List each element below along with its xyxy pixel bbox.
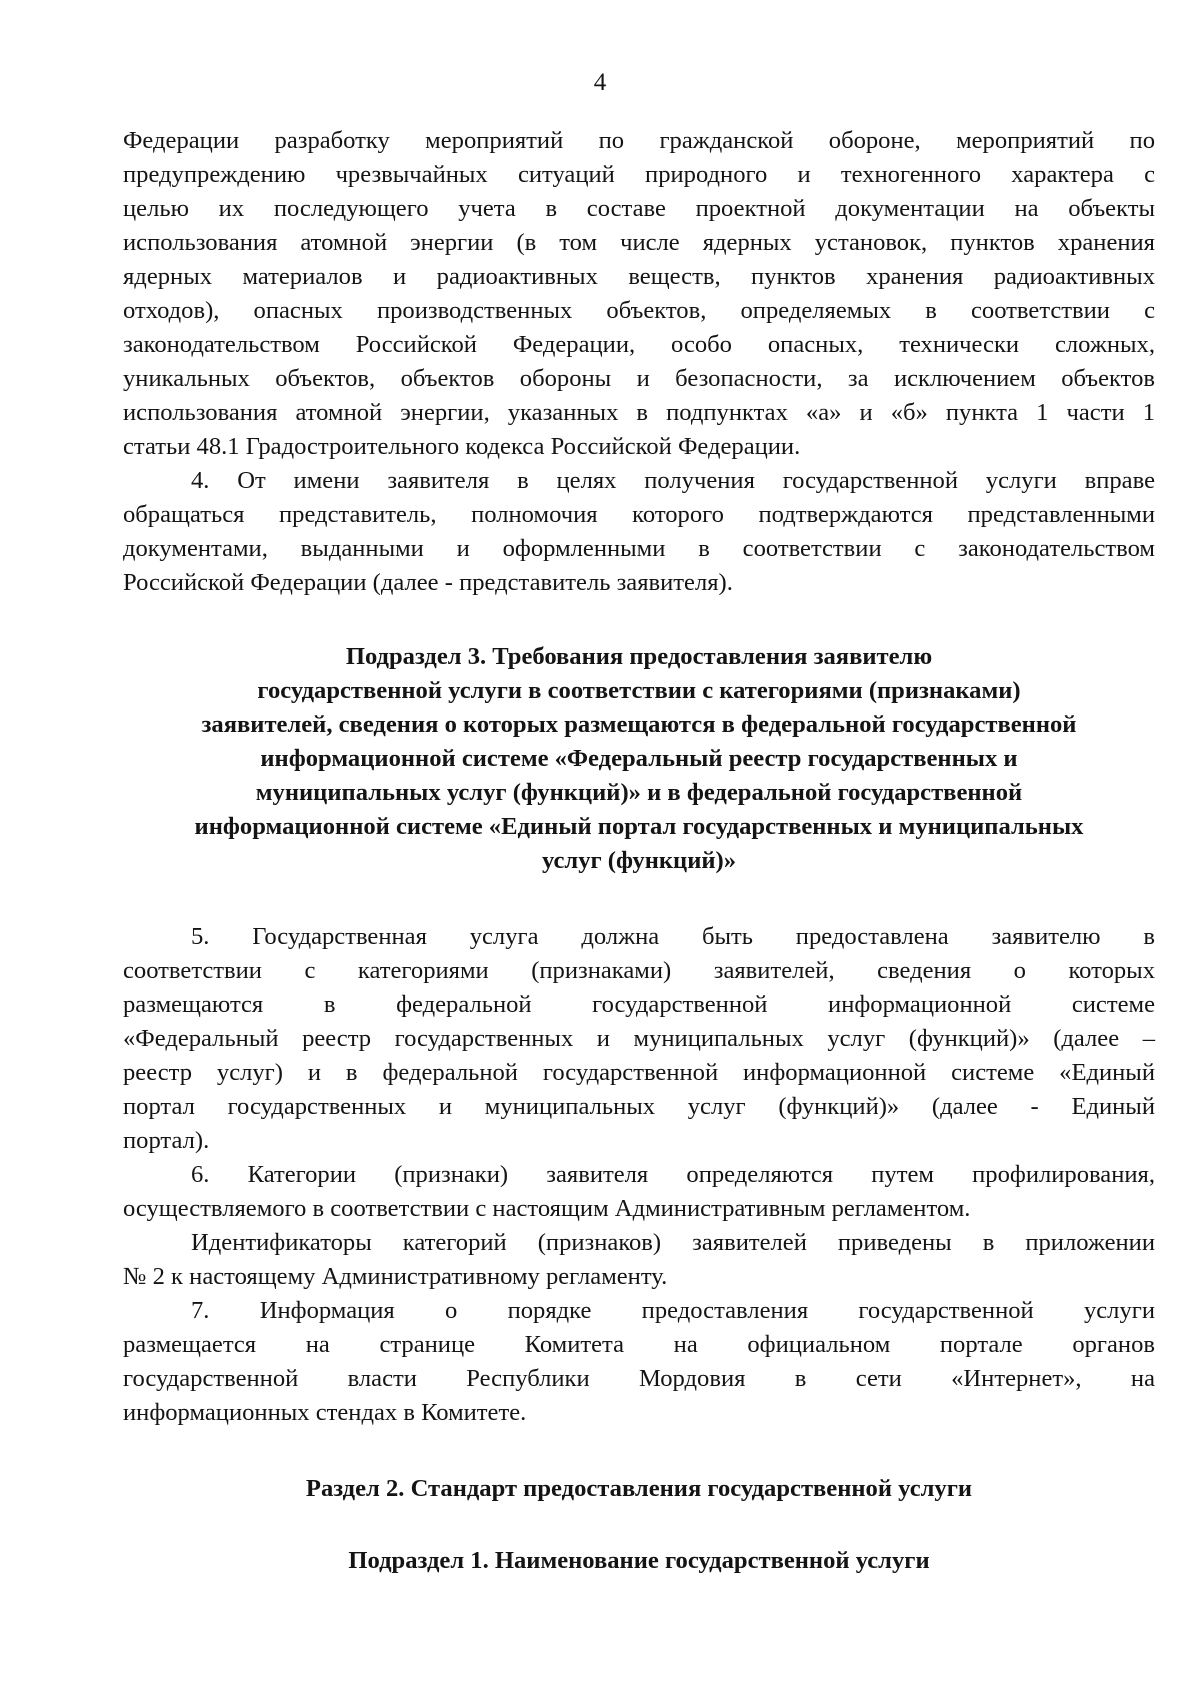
paragraph-6 [123,1158,1155,1226]
paragraph-7 [123,1294,1155,1430]
paragraph-6-identifiers [123,1226,1155,1294]
heading-line: информационной системе «Единый портал государственных и муниципальных [194,813,1084,840]
text-line: 5. Государственная услуга должна быть предоставлена заявителю в [191,923,1155,950]
heading-line: заявителей, сведения о которых размещаются в федеральной государственной [201,711,1077,738]
text-line: государственной власти Республики Мордовия в сети «Интернет», на [123,1365,1155,1392]
text-line: № 2 к настоящему Административному регламенту. [123,1263,668,1290]
subsection-3-heading [123,640,1155,878]
text-line: размещается на странице Комитета на официальном портале органов [123,1331,1155,1358]
heading-line: информационной системе «Федеральный реестр государственных и [260,745,1018,772]
text-line: осуществляемого в соответствии с настоящим Административным регламентом. [123,1195,971,1222]
text-line: законодательством Российской Федерации, особо опасных, технически сложных, [123,331,1155,358]
text-line: Идентификаторы категорий (признаков) заявителей приведены в приложении [191,1229,1155,1256]
text-line: статьи 48.1 Градостроительного кодекса Российской Федерации. [123,433,801,460]
text-line: целью их последующего учета в составе проектной документации на объекты [123,195,1155,222]
text-line: документами, выданными и оформленными в соответствии с законодательством [123,535,1155,562]
text-line: Российской Федерации (далее - представитель заявителя). [123,569,733,596]
heading-line: муниципальных услуг (функций)» и в федеральной государственной [255,779,1023,806]
heading-line: услуг (функций)» [541,847,737,874]
text-line: 6. Категории (признаки) заявителя определяются путем профилирования, [191,1161,1155,1188]
text-line: использования атомной энергии (в том числе ядерных установок, пунктов хранения [123,229,1155,256]
text-line: ядерных материалов и радиоактивных веществ, пунктов хранения радиоактивных [123,263,1155,290]
subsection-1-heading: Подраздел 1. Наименование государственной услуги [348,1547,930,1574]
text-line: информационных стендах в Комитете. [123,1399,527,1426]
text-line: использования атомной энергии, указанных в подпунктах «а» и «б» пункта 1 части 1 [123,399,1155,426]
paragraph-5 [123,920,1155,1158]
text-line: портал). [123,1127,210,1154]
text-line: портал государственных и муниципальных услуг (функций)» (далее - Единый [123,1093,1155,1120]
text-line: 7. Информация о порядке предоставления государственной услуги [191,1297,1155,1324]
text-line: уникальных объектов, объектов обороны и безопасности, за исключением объектов [123,365,1155,392]
text-line: «Федеральный реестр государственных и муниципальных услуг (функций)» (далее – [123,1025,1155,1052]
text-line: размещаются в федеральной государственной информационной системе [123,991,1155,1018]
document-body [123,124,1155,1578]
text-line: обращаться представитель, полномочия которого подтверждаются представленными [123,501,1155,528]
section-2-heading: Раздел 2. Стандарт предоставления государственной услуги [305,1475,973,1502]
text-line: предупреждению чрезвычайных ситуаций природного и техногенного характера с [123,161,1155,188]
heading-line: государственной услуги в соответствии с категориями (признаками) [257,677,1021,704]
text-line: реестр услуг) и в федеральной государственной информационной системе «Единый [123,1059,1155,1086]
heading-line: Подраздел 3. Требования предоставления заявителю [345,643,933,670]
text-line: отходов), опасных производственных объектов, определяемых в соответствии с [123,297,1155,324]
text-line: соответствии с категориями (признаками) заявителей, сведения о которых [123,957,1155,984]
paragraph-4 [123,464,1155,600]
text-line: Федерации разработку мероприятий по гражданской обороне, мероприятий по [123,127,1155,154]
paragraph-3-continuation [123,124,1155,464]
text-line: 4. От имени заявителя в целях получения государственной услуги вправе [191,467,1155,494]
page-number: 4 [593,69,607,96]
